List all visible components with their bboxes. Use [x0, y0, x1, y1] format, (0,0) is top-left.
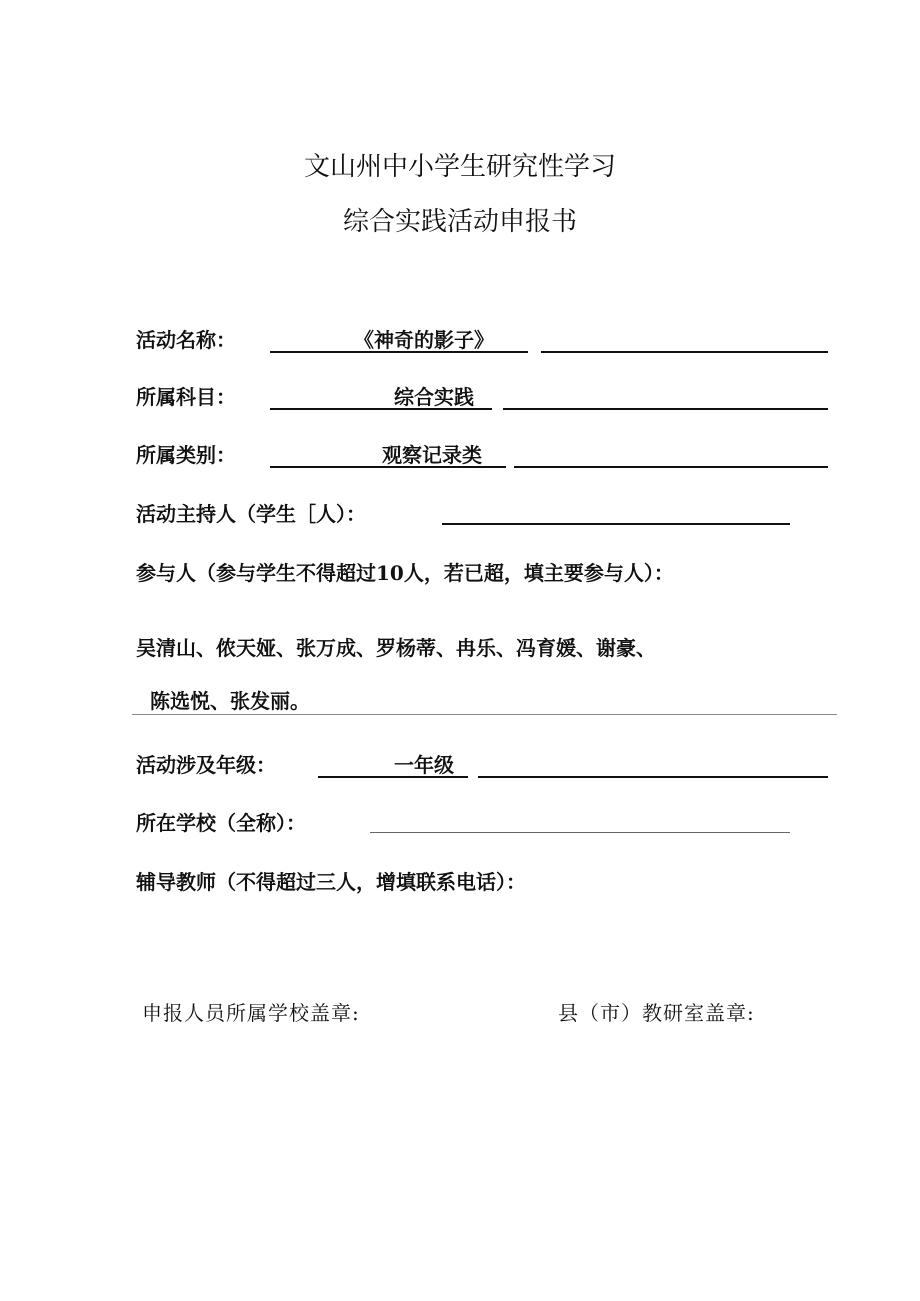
grade-value: 一年级: [394, 753, 454, 777]
subject-value: 综合实践: [394, 385, 474, 409]
grade-row: [136, 750, 828, 780]
activity-name-underline-right: [541, 351, 828, 353]
teacher-label: 辅导教师（不得超过三人，增填联系电话）：: [136, 870, 526, 894]
category-label: 所属类别：: [136, 443, 236, 467]
host-underline: [442, 523, 790, 525]
subject-label: 所属科目：: [136, 385, 236, 409]
activity-name-row: [136, 325, 828, 355]
school-row: [136, 808, 796, 838]
activity-name-value: 《神奇的影子》: [354, 328, 494, 352]
school-underline: [370, 832, 790, 833]
category-value: 观察记录类: [382, 443, 482, 467]
category-row: [136, 440, 828, 470]
school-stamp-label: 申报人员所属学校盖章:: [142, 1001, 360, 1025]
participants-line-2: 陈选悦、张发丽。: [150, 689, 310, 713]
participants-line-1: 吴清山、侬天娅、张万成、罗杨蒂、冉乐、冯育媛、谢豪、: [136, 636, 656, 660]
title-line-1: 文山州中小学生研究性学习: [303, 152, 616, 182]
school-label: 所在学校（全称）：: [136, 811, 306, 835]
participants-divider: [132, 714, 837, 715]
participants-label: 参与人（参与学生不得超过10人，若已超，填主要参与人）：: [136, 561, 674, 585]
grade-underline-right: [478, 776, 828, 778]
host-label: 活动主持人（学生［人）：: [136, 502, 366, 526]
activity-name-label: 活动名称：: [136, 328, 236, 352]
subject-row: [136, 382, 828, 412]
category-underline-right: [514, 466, 828, 468]
grade-label: 活动涉及年级：: [136, 753, 276, 777]
subject-underline-right: [503, 408, 828, 410]
host-row: [136, 499, 796, 529]
title-line-2: 综合实践活动申报书: [342, 207, 577, 237]
county-stamp-label: 县（市）教研室盖章:: [558, 1001, 755, 1025]
